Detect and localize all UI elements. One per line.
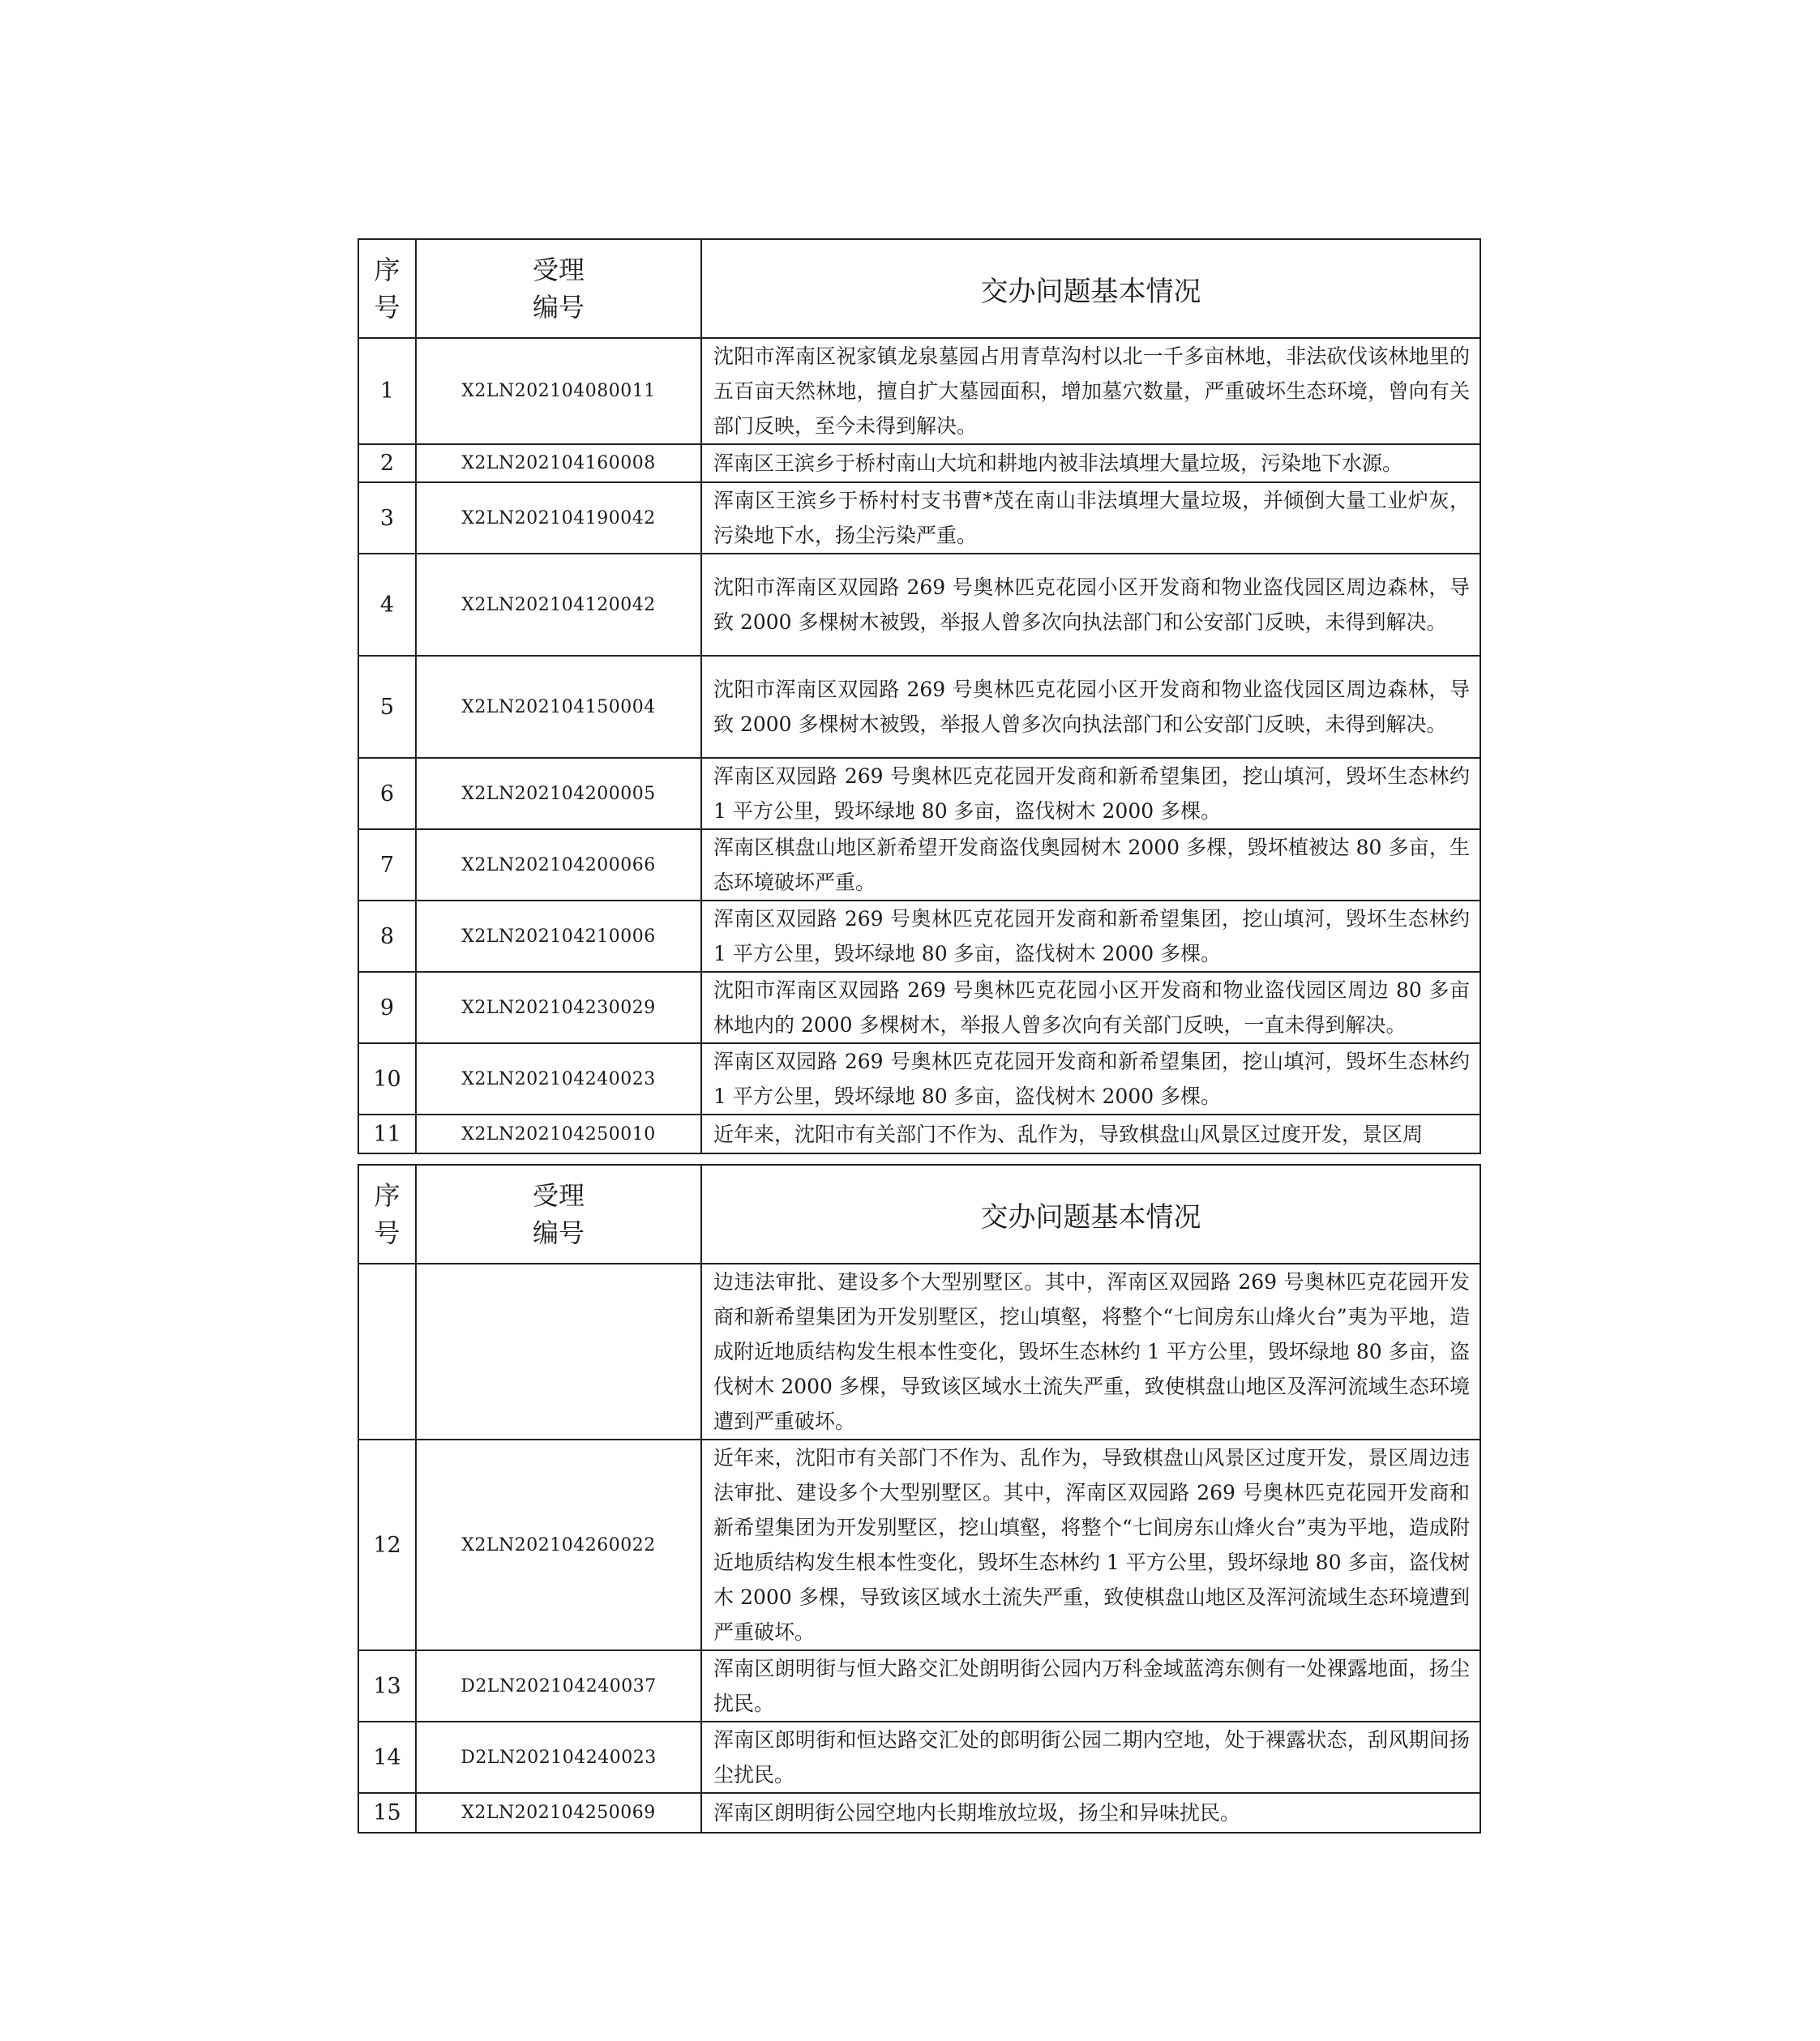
table-row (358, 1043, 1480, 1115)
header-code-line2: 编号 (532, 1217, 585, 1248)
header-code-line1: 受理 (532, 1180, 585, 1211)
row-seq: 14 (358, 1722, 416, 1793)
complaints-table-2 (358, 1164, 1481, 1833)
row-desc: 近年来，沈阳市有关部门不作为、乱作为，导致棋盘山风景区过度开发，景区周边违法审批、建设多个大型别墅区。其中，浑南区双园路 269 号奥林匹克花园开发商和新希望集团为开发别墅区，挖山填壑，将整个“七间房东山烽火台”夷为平地，造成附近地质结构发生根本性变化，毁坏生态林约 1 平方公里，毁坏绿地 80 多亩，盗伐树木 2000 多棵，导致该区域水土流失严重，致使棋盘山地区及浑河流域生态环境遭到严重破坏。 (701, 1440, 1480, 1650)
row-seq: 2 (358, 444, 416, 482)
header-code (416, 1165, 701, 1264)
row-code: X2LN202104210006 (416, 901, 701, 972)
row-desc: 浑南区朗明街与恒大路交汇处朗明街公园内万科金域蓝湾东侧有一处裸露地面，扬尘扰民。 (701, 1650, 1480, 1722)
row-seq: 9 (358, 972, 416, 1043)
row-desc: 沈阳市浑南区双园路 269 号奥林匹克花园小区开发商和物业盗伐园区周边森林，导致 2000 多棵树木被毁，举报人曾多次向执法部门和公安部门反映，未得到解决。 (701, 656, 1480, 758)
row-desc: 沈阳市浑南区双园路 269 号奥林匹克花园小区开发商和物业盗伐园区周边 80 多亩林地内的 2000 多棵树木，举报人曾多次向有关部门反映，一直未得到解决。 (701, 972, 1480, 1043)
row-seq: 1 (358, 338, 416, 444)
table-2-body (358, 1165, 1480, 1833)
row-code: D2LN202104240037 (416, 1650, 701, 1722)
row-code: X2LN202104150004 (416, 656, 701, 758)
table-row (358, 338, 1480, 444)
header-code (416, 239, 701, 338)
header-seq-line1: 序 (374, 255, 400, 285)
row-desc: 浑南区双园路 269 号奥林匹克花园开发商和新希望集团，挖山填河，毁坏生态林约 1 平方公里，毁坏绿地 80 多亩，盗伐树木 2000 多棵。 (701, 758, 1480, 829)
header-seq-line2: 号 (374, 292, 400, 323)
row-desc: 浑南区王滨乡于桥村村支书曹*茂在南山非法填埋大量垃圾，并倾倒大量工业炉灰，污染地下水，扬尘污染严重。 (701, 482, 1480, 554)
row-seq: 13 (358, 1650, 416, 1722)
table-row (358, 1722, 1480, 1793)
row-seq: 15 (358, 1793, 416, 1833)
row-code: X2LN202104250069 (416, 1793, 701, 1833)
header-code-line2: 编号 (532, 292, 585, 323)
table-row (358, 901, 1480, 972)
row-desc: 浑南区朗明街公园空地内长期堆放垃圾，扬尘和异味扰民。 (701, 1793, 1480, 1833)
table-row (358, 1115, 1480, 1153)
row-desc: 浑南区双园路 269 号奥林匹克花园开发商和新希望集团，挖山填河，毁坏生态林约 1 平方公里，毁坏绿地 80 多亩，盗伐树木 2000 多棵。 (701, 1043, 1480, 1115)
header-code-line1: 受理 (532, 255, 585, 285)
row-code: D2LN202104240023 (416, 1722, 701, 1793)
table-row (358, 554, 1480, 656)
table-row (358, 829, 1480, 901)
row-code: X2LN202104120042 (416, 554, 701, 656)
row-desc: 浑南区棋盘山地区新希望开发商盗伐奥园树木 2000 多棵，毁坏植被达 80 多亩，生态环境破坏严重。 (701, 829, 1480, 901)
table-row (358, 1650, 1480, 1722)
table-row (358, 482, 1480, 554)
table-row (358, 1793, 1480, 1833)
row-desc: 浑南区双园路 269 号奥林匹克花园开发商和新希望集团，挖山填河，毁坏生态林约 1 平方公里，毁坏绿地 80 多亩，盗伐树木 2000 多棵。 (701, 901, 1480, 972)
header-desc: 交办问题基本情况 (701, 239, 1480, 338)
table-row (358, 758, 1480, 829)
row-seq: 3 (358, 482, 416, 554)
row-code: X2LN202104190042 (416, 482, 701, 554)
row-desc: 沈阳市浑南区祝家镇龙泉墓园占用青草沟村以北一千多亩林地，非法砍伐该林地里的五百亩天然林地，擅自扩大墓园面积，增加墓穴数量，严重破坏生态环境，曾向有关部门反映，至今未得到解决。 (701, 338, 1480, 444)
row-code: X2LN202104200066 (416, 829, 701, 901)
table-header-row (358, 239, 1480, 338)
row-seq: 12 (358, 1440, 416, 1650)
row-seq: 4 (358, 554, 416, 656)
row-seq: 10 (358, 1043, 416, 1115)
row-code: X2LN202104160008 (416, 444, 701, 482)
row-seq: 7 (358, 829, 416, 901)
table-header-row (358, 1165, 1480, 1264)
row-code: X2LN202104250010 (416, 1115, 701, 1153)
row-seq: 5 (358, 656, 416, 758)
header-desc: 交办问题基本情况 (701, 1165, 1480, 1264)
table-row (358, 1440, 1480, 1650)
row-desc: 边违法审批、建设多个大型别墅区。其中，浑南区双园路 269 号奥林匹克花园开发商和新希望集团为开发别墅区，挖山填壑，将整个“七间房东山烽火台”夷为平地，造成附近地质结构发生根本性变化，毁坏生态林约 1 平方公里，毁坏绿地 80 多亩，盗伐树木 2000 多棵，导致该区域水土流失严重，致使棋盘山地区及浑河流域生态环境遭到严重破坏。 (701, 1264, 1480, 1440)
row-desc: 浑南区郎明街和恒达路交汇处的郎明街公园二期内空地，处于裸露状态，刮风期间扬尘扰民。 (701, 1722, 1480, 1793)
header-seq (358, 239, 416, 338)
header-seq-line1: 序 (374, 1180, 400, 1211)
table-1-body (358, 239, 1480, 1153)
row-desc: 浑南区王滨乡于桥村南山大坑和耕地内被非法填埋大量垃圾，污染地下水源。 (701, 444, 1480, 482)
row-code: X2LN202104260022 (416, 1440, 701, 1650)
row-seq: 8 (358, 901, 416, 972)
table-row (358, 656, 1480, 758)
row-seq: 11 (358, 1115, 416, 1153)
table-row (358, 972, 1480, 1043)
row-code: X2LN202104200005 (416, 758, 701, 829)
row-seq (358, 1264, 416, 1440)
row-desc: 近年来，沈阳市有关部门不作为、乱作为，导致棋盘山风景区过度开发，景区周 (701, 1115, 1480, 1153)
complaints-table-1 (358, 238, 1481, 1154)
row-code: X2LN202104080011 (416, 338, 701, 444)
table-row (358, 1264, 1480, 1440)
row-code (416, 1264, 701, 1440)
header-seq (358, 1165, 416, 1264)
table-row (358, 444, 1480, 482)
row-code: X2LN202104240023 (416, 1043, 701, 1115)
row-desc: 沈阳市浑南区双园路 269 号奥林匹克花园小区开发商和物业盗伐园区周边森林，导致 2000 多棵树木被毁，举报人曾多次向执法部门和公安部门反映，未得到解决。 (701, 554, 1480, 656)
row-code: X2LN202104230029 (416, 972, 701, 1043)
header-seq-line2: 号 (374, 1217, 400, 1248)
row-seq: 6 (358, 758, 416, 829)
